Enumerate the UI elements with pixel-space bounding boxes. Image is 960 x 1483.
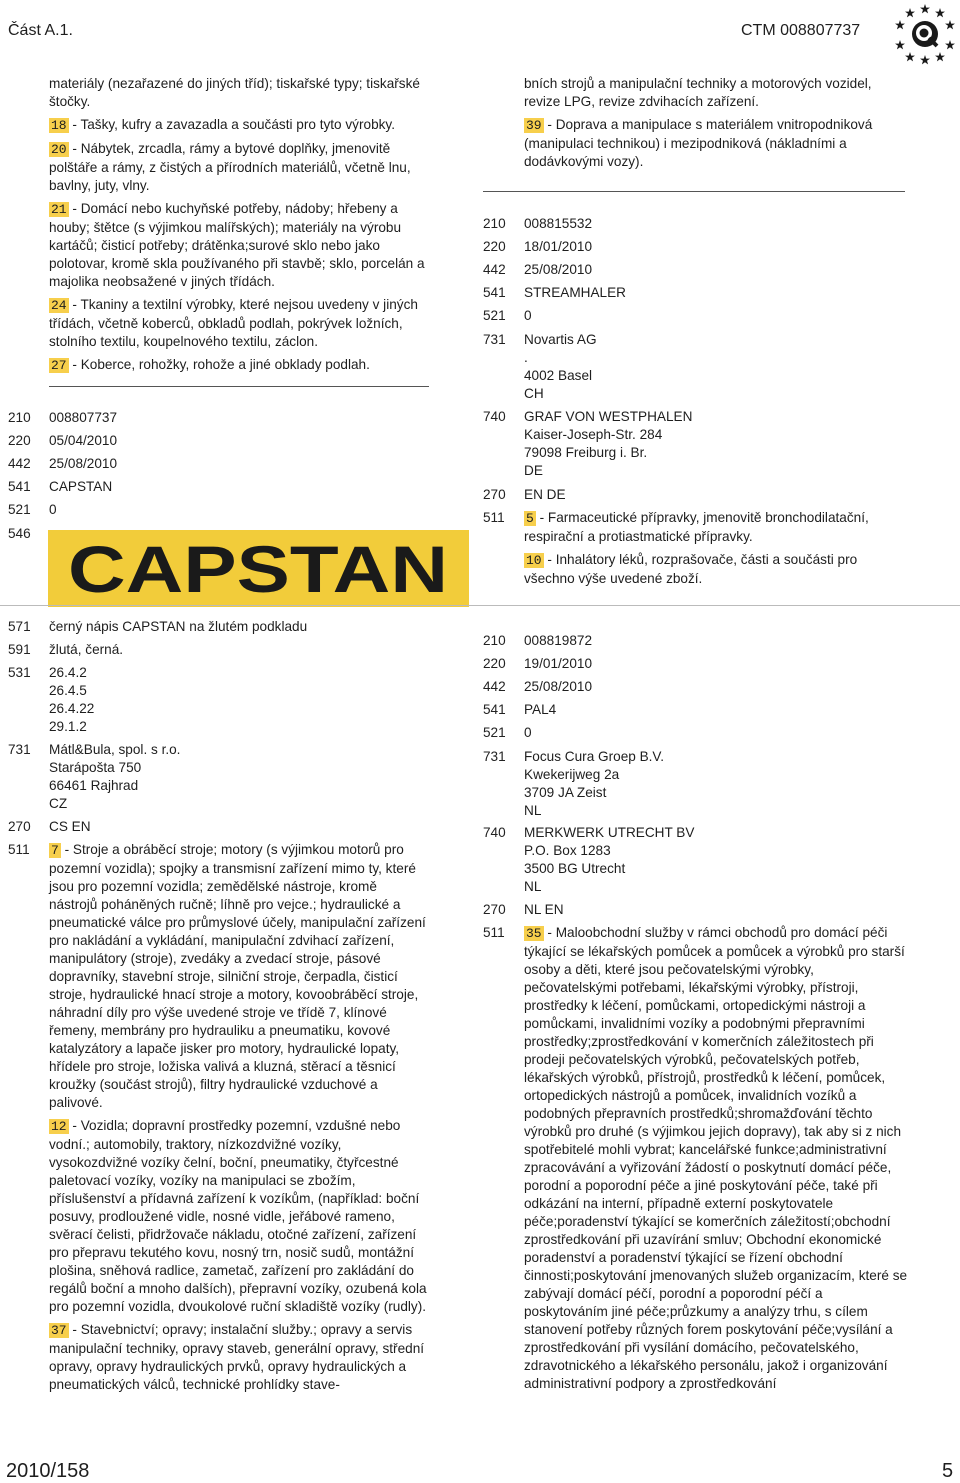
applicant-address: Novartis AG . 4002 Basel CH <box>524 332 597 401</box>
field-code: 270 <box>483 902 506 917</box>
class-badge: 12 <box>51 1119 67 1134</box>
goods-paragraph: 10 - Inhalátory léků, rozprašovače, části a součásti pro všechno výše uvedené zboží. <box>524 552 858 586</box>
acquired-distinctiveness: 0 <box>524 308 532 323</box>
goods-paragraph: 39 - Doprava a manipulace s materiálem vnitropodniková (manipulaci technikou) i mezipodniková (nákladními a dodávkovými vozy). <box>524 117 873 169</box>
filing-date: 05/04/2010 <box>49 433 118 448</box>
field-code: 521 <box>8 502 31 517</box>
goods-paragraph: materiály (nezařazené do jiných tříd); tiskařské typy; tiskařské štočky. <box>49 76 420 109</box>
field-code: 731 <box>8 742 31 757</box>
field-code: 220 <box>483 656 506 671</box>
class-badge: 37 <box>51 1323 67 1338</box>
field-code: 541 <box>8 479 31 494</box>
class-badge: 27 <box>51 358 67 373</box>
mark-name: STREAMHALER <box>524 285 626 300</box>
goods-and-services <box>524 924 909 1398</box>
field-code: 220 <box>8 433 31 448</box>
mark-name: PAL4 <box>524 702 557 717</box>
goods-paragraph: 18 - Tašky, kufry a zavazadla a součásti pro tyto výrobky. <box>51 117 395 133</box>
goods-paragraph: 5 - Farmaceutické přípravky, jmenovitě bronchodilatační, respirační a protiastmatické přípravky. <box>524 510 869 544</box>
class-badge: 7 <box>51 843 59 858</box>
class-badge: 39 <box>526 118 542 133</box>
field-code: 541 <box>483 285 506 300</box>
applicant-address: Mátl&Bula, spol. s r.o. Starápošta 750 66461 Rajhrad CZ <box>49 742 181 811</box>
class-badge: 20 <box>51 142 67 157</box>
bulletin-number: 2010/158 <box>6 1460 90 1482</box>
field-code: 511 <box>483 925 505 940</box>
field-code: 591 <box>8 642 31 657</box>
field-code: 511 <box>483 510 505 525</box>
goods-paragraph: 37 - Stavebnictví; opravy; instalační služby.; opravy a servis manipulační techniky, opravy staveb, generální opravy, střední opravy, opravy hydraulických prvků, opravy hydraulických a pneumatických válců, technické prohlídky stave- <box>49 1322 425 1392</box>
field-code: 740 <box>483 825 506 840</box>
vienna-classification: 26.4.2 26.4.5 26.4.22 29.1.2 <box>49 665 95 734</box>
field-code: 442 <box>8 456 31 471</box>
goods-paragraph: 12 - Vozidla; dopravní prostředky pozemní, vzdušné nebo vodní.; automobily, traktory, nízkozdvižné vozíky, vysokozdvižné vozíky čelní, boční, pneumatiky, čtyřcestné paletovací vozíky, vozíky na manipulaci se zbožím, příslušenství a přídavná zařízení k vozíkům, (například: boční posuvy, prodloužené vidle, nosné vidle, jeřábové rameno, svěrací čelisti, přidržovače nákladu, otočné zařízení, zařízení pro přepravu tekutého kovu, nosný trn, nosič sudů, montážní plošina, sněhová radlice, zametač, zařízení pro zakládání do regálů boční a mnoho dalších), přepravní vozíky, ozubená kola pro pozemní vozidla, dvoukolové ruční skladiště vozíky (rudly). <box>49 1118 427 1314</box>
field-code: 270 <box>8 819 31 834</box>
filing-date: 19/01/2010 <box>524 656 593 671</box>
class-badge: 21 <box>51 202 67 217</box>
ctm-number: CTM 008807737 <box>741 22 861 39</box>
filing-date: 18/01/2010 <box>524 239 593 254</box>
publication-date: 25/08/2010 <box>524 679 593 694</box>
field-code: 740 <box>483 409 506 424</box>
field-code: 442 <box>483 679 506 694</box>
acquired-distinctiveness: 0 <box>49 502 57 517</box>
class-badge: 35 <box>526 926 542 941</box>
applicant-address: Focus Cura Groep B.V. Kwekerijweg 2a 3709 JA Zeist NL <box>524 749 665 818</box>
application-number: 008819872 <box>524 633 593 648</box>
field-code: 546 <box>8 526 31 541</box>
field-code: 210 <box>8 410 31 425</box>
publication-date: 25/08/2010 <box>524 262 593 277</box>
goods-paragraph: bních strojů a manipulační techniky a motorových vozidel, revize LPG, revize zdvihacích zařízení. <box>524 76 872 109</box>
field-code: 521 <box>483 308 506 323</box>
class-badge: 5 <box>526 511 534 526</box>
mark-description: černý nápis CAPSTAN na žlutém podkladu <box>49 619 308 634</box>
languages: EN DE <box>524 487 566 502</box>
colours-claimed: žlutá, černá. <box>49 642 124 657</box>
publication-date: 25/08/2010 <box>49 456 118 471</box>
field-code: 220 <box>483 239 506 254</box>
acquired-distinctiveness: 0 <box>524 725 532 740</box>
representative-address: MERKWERK UTRECHT BV P.O. Box 1283 3500 BG Utrecht NL <box>524 825 695 894</box>
application-number: 008815532 <box>524 216 593 231</box>
field-code: 571 <box>8 619 31 634</box>
section-label: Část A.1. <box>8 22 73 39</box>
field-code: 210 <box>483 216 506 231</box>
goods-paragraph: 7 - Stroje a obráběcí stroje; motory (s výjimkou motorů pro pozemní vozidla); spojky a transmisní zařízení mimo ty, které jsou pro pozemní vozidla; zemědělské nástroje, kromě nástrojů poháněných ručně; líhně pro vejce.; hydraulické a pneumatické válce pro průmyslové účely, manipulační zařízení pro nakládání a vykládání, manipulační zdvihací zařízení, manipulátory (stroje), zvedáky a zvedací stroje, pásové dopravníky, stavební stroje, silniční stroje, čerpadla, čisticí stroje, hydraulické hnací stroje a motory, kovoobráběcí stroje, náhradní díly pro výše uvedené stroje ve třídě 7, klínové řemeny, membrány pro hydrauliku a pneumatiku, kovové katalyzátory a lapače jisker pro motory, hydraulické lopaty, hřídele pro stroje, ložiska valivá a kluzná, stěrací a těsnicí kroužky (součást strojů), filtry hydraulické vzduchové a palivové. <box>49 842 426 1110</box>
logo-wordmark: CAPSTAN <box>68 532 448 606</box>
goods-paragraph: 21 - Domácí nebo kuchyňské potřeby, nádoby; hřebeny a houby; štětce (s výjimkou malířských); materiály na výrobu kartáčů; čisticí potřeby; drátěnka;surové sklo nebo jako polotovar, kromě skla používaného při stavbě; sklo, porcelán a majolika neobsažené v jiných třídách. <box>49 201 425 289</box>
goods-paragraph: 24 - Tkaniny a textilní výrobky, které nejsou uvedeny v jiných třídách, včetně koberců, obkladů podlah, pokrývek ložních, stolního textilu, koupelnového textilu, záclon. <box>49 297 418 349</box>
languages: NL EN <box>524 902 564 917</box>
field-code: 531 <box>8 665 31 680</box>
goods-paragraph: 27 - Koberce, rohožky, rohože a jiné obklady podlah. <box>51 357 370 373</box>
page-number: 5 <box>942 1460 954 1482</box>
class-badge: 10 <box>526 553 542 568</box>
field-code: 731 <box>483 332 506 347</box>
class-badge: 24 <box>51 298 67 313</box>
representative-address: GRAF VON WESTPHALEN Kaiser-Joseph-Str. 284 79098 Freiburg i. Br. DE <box>524 409 693 478</box>
languages: CS EN <box>49 819 91 834</box>
field-code: 521 <box>483 725 506 740</box>
field-code: 210 <box>483 633 506 648</box>
goods-paragraph: 35 - Maloobchodní služby v rámci obchodů pro domácí péči týkající se lékařských pomůcek a pomůcek a výrobků pro starší osoby a děti, které jsou pečovatelskými výrobky, pečovatelskými potřebami, lékařskými výrobky, přístroji, prostředky k léčení, pomůckami, ortopedickými nástroji a pomůckami, invalidními vozíky a podobnými přepravními prostředky;zprostředkování v komerčních záležitostech při prodeji pečovatelských výrobků, pečovatelských potřeb, lékařských výrobků, přístrojů, prostředků k léčení, pomůcek, ortopedických nástrojů a pomůcek, invalidních vozíků a podobných přepravních prostředků;shromažďování těchto výrobků pro druhé (s výjimkou jejich dopravy), tak aby si z nich spotřebitelé mohli vybrat; kancelářské funkce;administrativní zpracovávání a vyřizování žádostí o poskytnutí domácí péče, porodní a poporodní péče a jiné poskytování péče, také při odkázání na interní, případně externí poskytovatele péče;poradenství týkající se komerčních záležitostí;obchodní zprostředkování při uzavírání smluv; Obchodní ekonomické poradenství a poradenství týkající se řízení obchodní činnosti;poskytování jmenovaných služeb organizacím, které se zabývají domácí péčí, porodní a poporodní péčí a poskytováním jiné péče;průzkumy a analýzy trhu, s cílem stanovení potřeby různých forem poskytování péče;vysílání a zprostředkování při vysílání domácího, pečovatelského, zdravotnického a lékařského personálu, jakož i organizování administrativní podpory a zprostředkování <box>524 925 908 1391</box>
class-badge: 18 <box>51 118 67 133</box>
application-number: 008807737 <box>49 410 118 425</box>
field-code: 731 <box>483 749 506 764</box>
mark-name: CAPSTAN <box>49 479 113 494</box>
field-code: 442 <box>483 262 506 277</box>
goods-paragraph: 20 - Nábytek, zrcadla, rámy a bytové doplňky, jmenovitě polštáře a rámy, z čistých a přírodních materiálů, včetně lnu, bavlny, juty, vlny. <box>49 141 411 193</box>
field-code: 511 <box>8 842 30 857</box>
field-code: 270 <box>483 487 506 502</box>
field-code: 541 <box>483 702 506 717</box>
